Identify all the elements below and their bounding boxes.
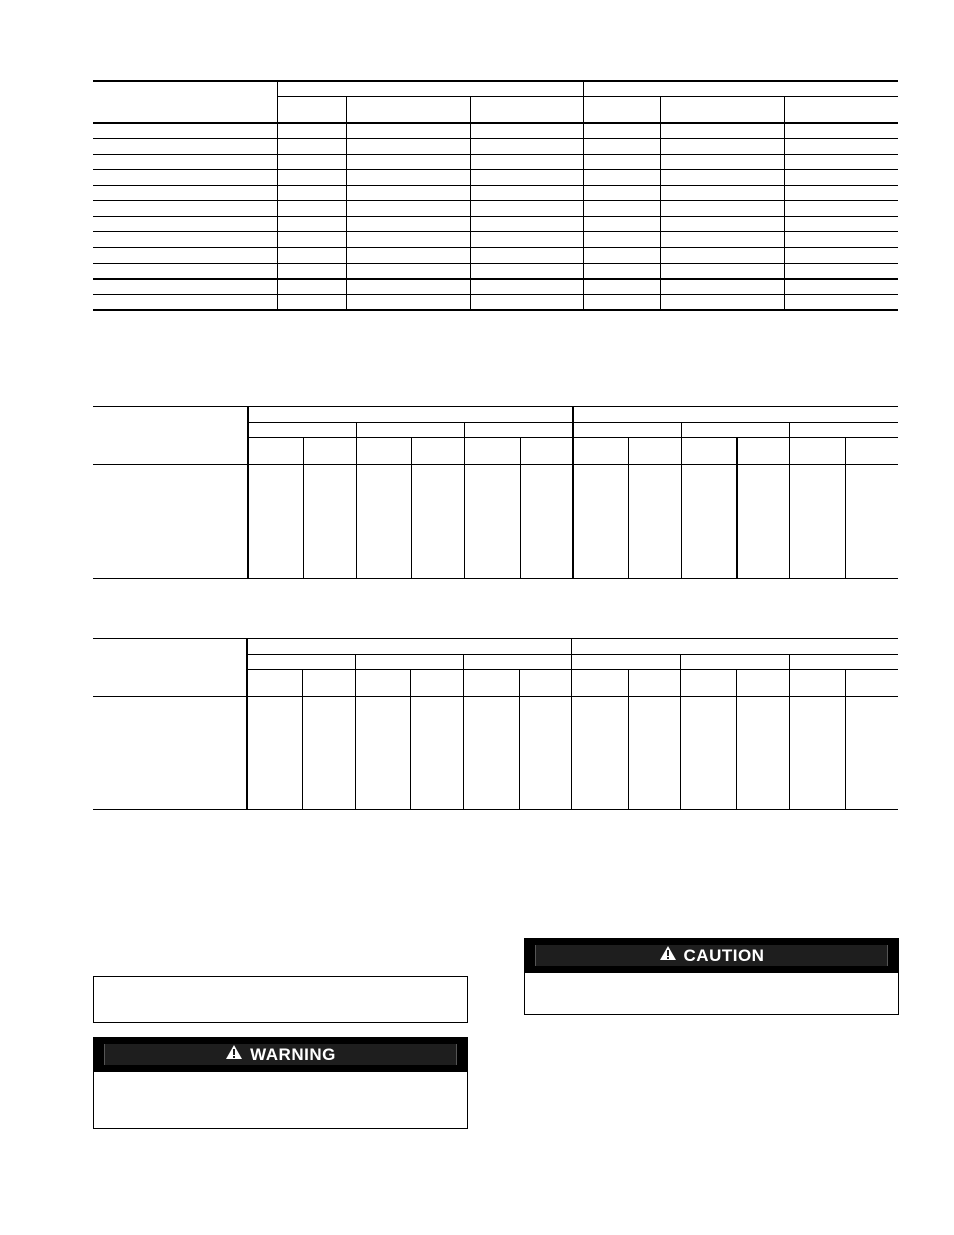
caution-banner [524, 938, 899, 973]
warning-triangle-icon [225, 1044, 243, 1065]
table-3-bottom-rule [93, 809, 898, 810]
warning-label: WARNING [250, 1044, 336, 1064]
table-2-bottom-rule [93, 578, 898, 579]
table-3-top-rule [93, 638, 898, 639]
table-2-top-rule [93, 406, 898, 407]
table-2-header-rule [93, 464, 898, 465]
warning-banner [93, 1037, 468, 1072]
table-3-header-rule [93, 696, 898, 697]
table-1-header-rule [93, 122, 898, 124]
table-1-bottom-rule [93, 309, 898, 311]
note-box [93, 976, 468, 1023]
caution-label: CAUTION [683, 945, 765, 965]
table-1-top-rule [93, 80, 898, 82]
warning-triangle-icon [659, 945, 677, 966]
